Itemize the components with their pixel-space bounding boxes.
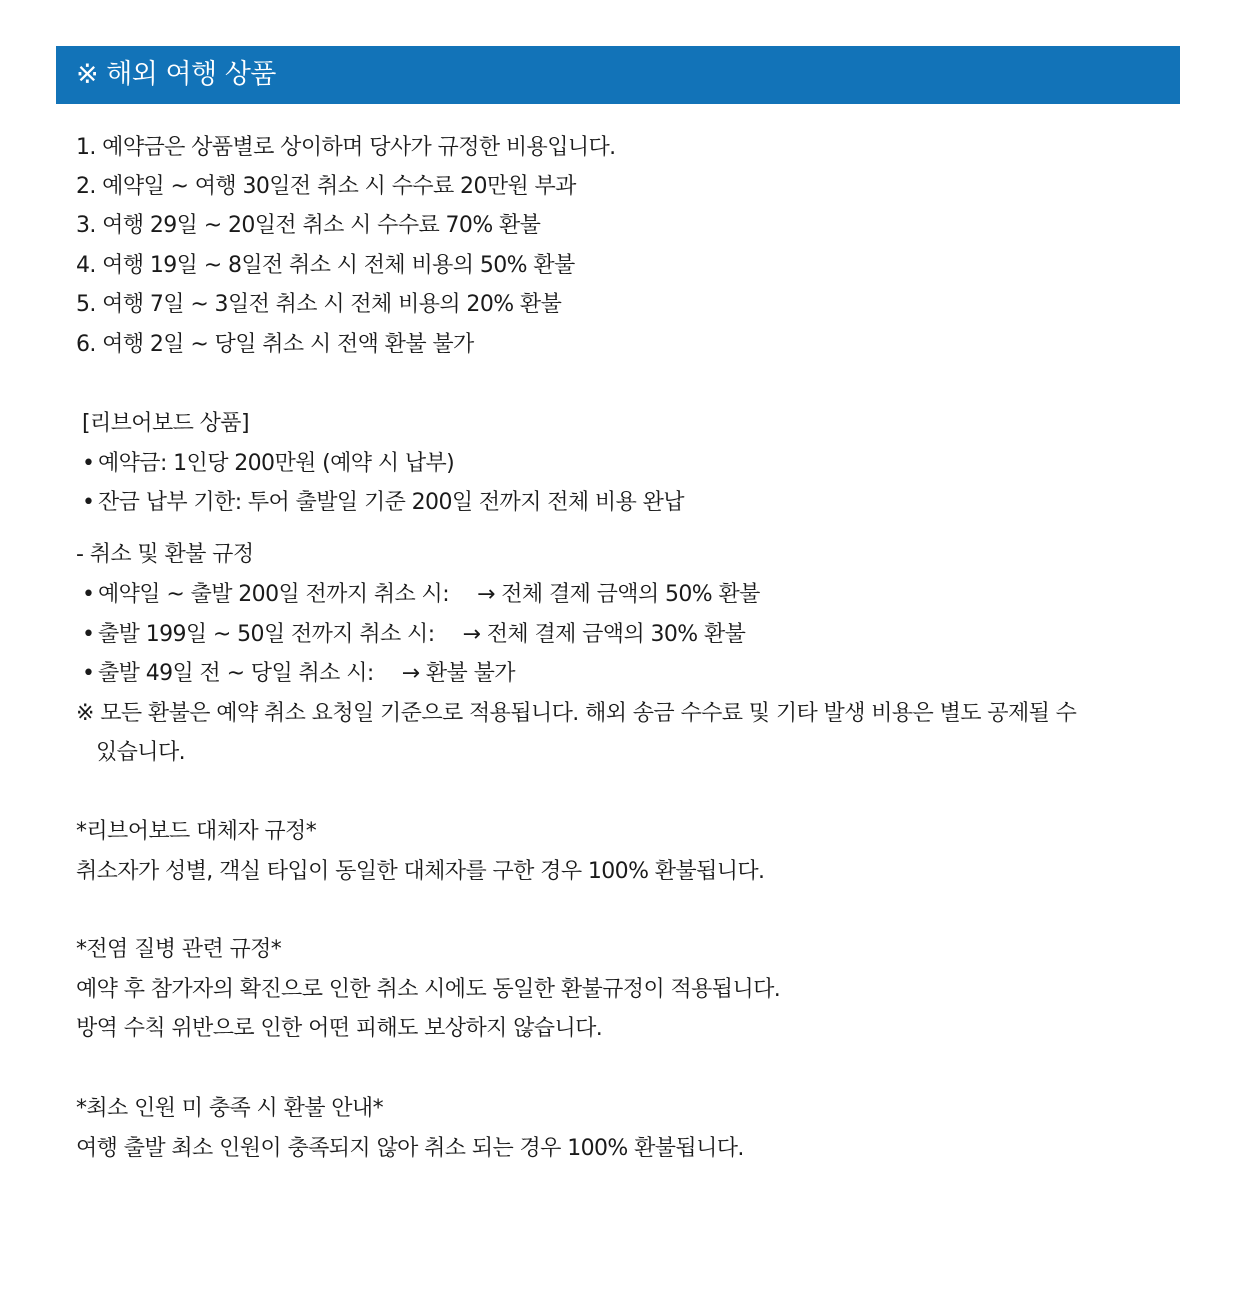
deposit-text: 예약금: 1인당 200만원 (예약 시 납부) xyxy=(98,451,455,476)
cancel-rule-2 xyxy=(82,620,745,650)
section-header xyxy=(56,46,1180,104)
substitute-title: *리브어보드 대체자 규정* xyxy=(76,819,317,844)
bullet-icon: • xyxy=(82,490,95,515)
policy-item-5: 5. 여행 7일 ~ 3일전 취소 시 전체 비용의 20% 환불 xyxy=(76,292,562,317)
rule-condition: 출발 49일 전 ~ 당일 취소 시: xyxy=(98,661,374,686)
minimum-title: *최소 인원 미 충족 시 환불 안내* xyxy=(76,1096,383,1121)
policy-item-3: 3. 여행 29일 ~ 20일전 취소 시 수수료 70% 환불 xyxy=(76,213,541,238)
disease-text-2: 방역 수칙 위반으로 인한 어떤 피해도 보상하지 않습니다. xyxy=(76,1016,603,1041)
minimum-text: 여행 출발 최소 인원이 충족되지 않아 취소 되는 경우 100% 환불됩니다. xyxy=(76,1136,744,1161)
policy-item-6: 6. 여행 2일 ~ 당일 취소 시 전액 환불 불가 xyxy=(76,332,474,357)
policy-item-1: 1. 예약금은 상품별로 상이하며 당사가 규정한 비용입니다. xyxy=(76,135,616,160)
bullet-icon: • xyxy=(82,661,95,686)
cancel-policy-title: - 취소 및 환불 규정 xyxy=(76,542,254,567)
liveaboard-balance xyxy=(82,488,684,518)
disease-title: *전염 질병 관련 규정* xyxy=(76,937,282,962)
rule-condition: 예약일 ~ 출발 200일 전까지 취소 시: xyxy=(98,582,450,607)
substitute-text: 취소자가 성별, 객실 타입이 동일한 대체자를 구한 경우 100% 환불됩니다. xyxy=(76,859,765,884)
liveaboard-deposit xyxy=(82,449,454,479)
balance-text: 잔금 납부 기한: 투어 출발일 기준 200일 전까지 전체 비용 완납 xyxy=(98,490,684,515)
rule-condition: 출발 199일 ~ 50일 전까지 취소 시: xyxy=(98,622,435,647)
cancel-rule-3 xyxy=(82,659,515,689)
refund-note-line-2: 있습니다. xyxy=(96,740,186,765)
bullet-icon: • xyxy=(82,582,95,607)
disease-text-1: 예약 후 참가자의 확진으로 인한 취소 시에도 동일한 환불규정이 적용됩니다. xyxy=(76,977,781,1002)
rule-result: → 전체 결제 금액의 30% 환불 xyxy=(462,622,746,647)
cancel-rule-1 xyxy=(82,580,760,610)
bullet-icon: • xyxy=(82,622,95,647)
rule-result: → 환불 불가 xyxy=(401,661,515,686)
section-title: ※ 해외 여행 상품 xyxy=(76,59,276,90)
rule-result: → 전체 결제 금액의 50% 환불 xyxy=(477,582,760,607)
bullet-icon: • xyxy=(82,451,95,476)
refund-note-line-1: ※ 모든 환불은 예약 취소 요청일 기준으로 적용됩니다. 해외 송금 수수료 및 기타 발생 비용은 별도 공제될 수 xyxy=(76,701,1077,726)
liveaboard-title: [리브어보드 상품] xyxy=(82,411,249,436)
policy-item-4: 4. 여행 19일 ~ 8일전 취소 시 전체 비용의 50% 환불 xyxy=(76,253,575,278)
policy-item-2: 2. 예약일 ~ 여행 30일전 취소 시 수수료 20만원 부과 xyxy=(76,174,576,199)
